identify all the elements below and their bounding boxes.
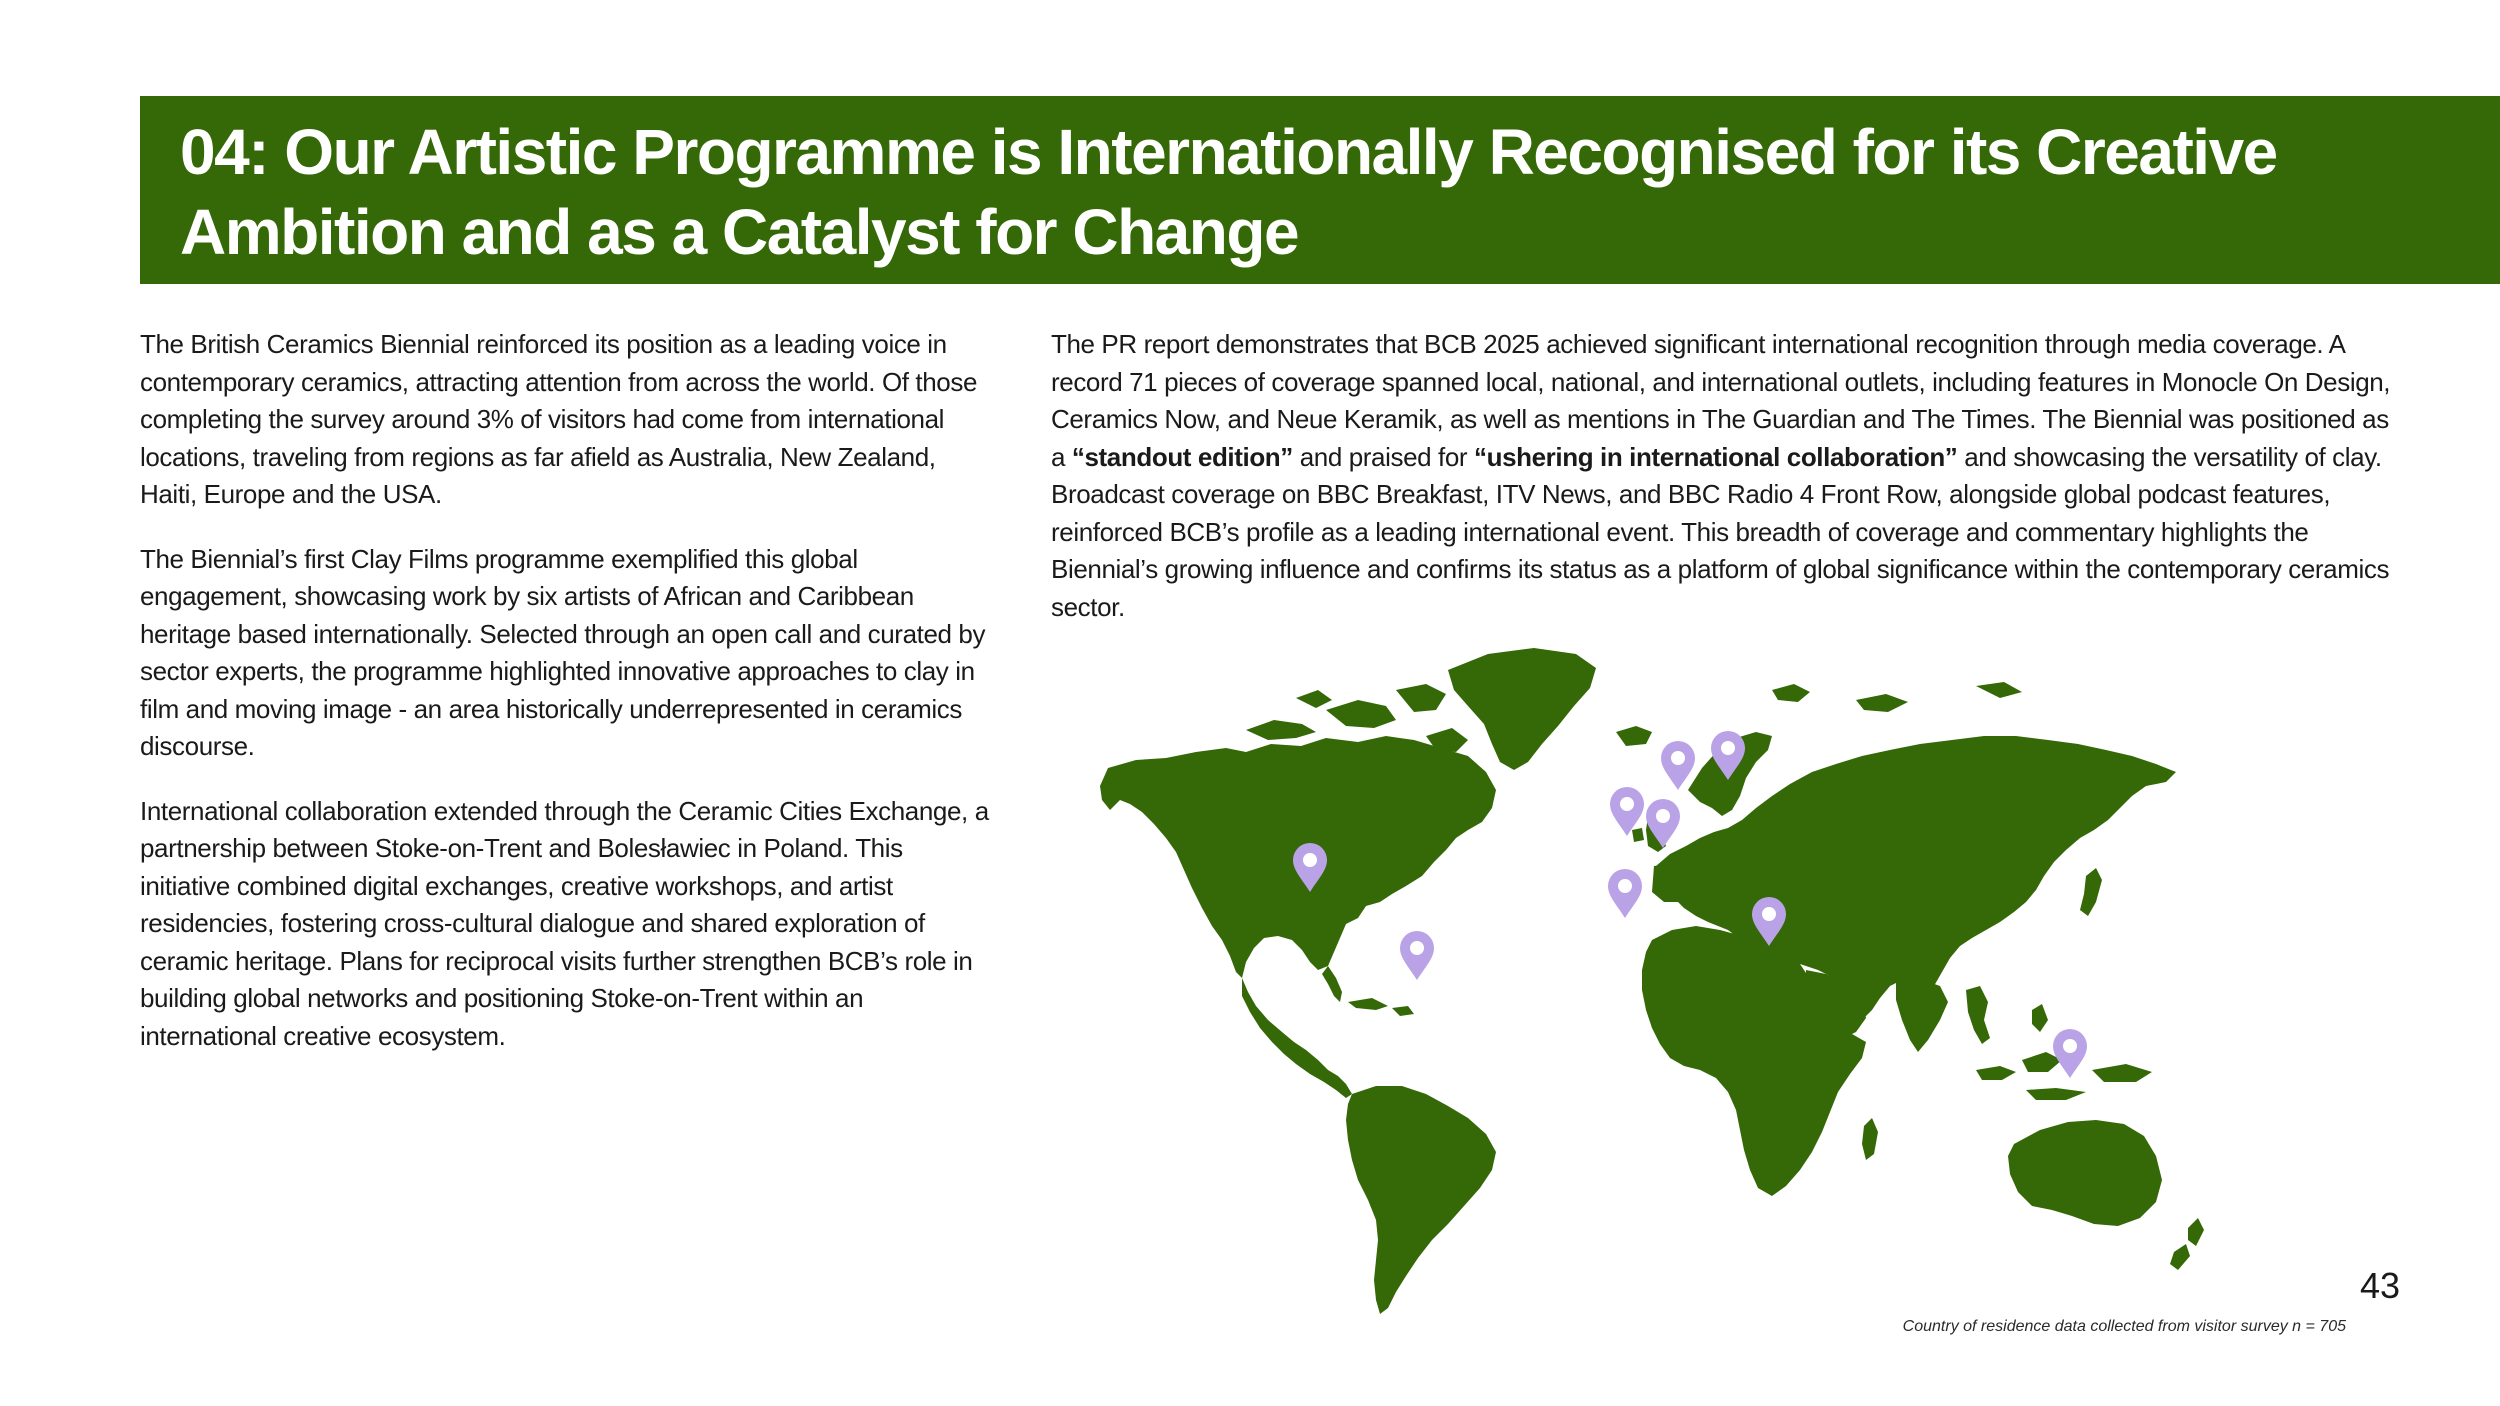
land-shape bbox=[1616, 726, 1652, 746]
map-landmasses bbox=[1100, 648, 2204, 1314]
land-shape bbox=[1392, 1006, 1414, 1016]
map-pin-dot bbox=[1618, 879, 1632, 893]
land-shape bbox=[1296, 690, 1332, 708]
australia-landmass bbox=[2008, 1120, 2162, 1226]
map-pin-haiti bbox=[1400, 931, 1434, 980]
world-map bbox=[1096, 640, 2256, 1320]
page-number: 43 bbox=[2359, 1265, 2400, 1306]
land-shape bbox=[1632, 828, 1644, 842]
map-pin-dot bbox=[1303, 853, 1317, 867]
land-shape bbox=[2170, 1244, 2190, 1270]
map-pin-australia bbox=[2053, 1029, 2087, 1078]
land-shape bbox=[1976, 682, 2022, 698]
map-pin-dot bbox=[1656, 809, 1670, 823]
title-banner bbox=[140, 96, 2500, 284]
page-title: 04: Our Artistic Programme is Internationally Recognised for its Creative Ambition and as a Catalyst for Change bbox=[180, 116, 2277, 268]
map-pin-dot bbox=[1762, 907, 1776, 921]
land-shape bbox=[1348, 998, 1388, 1010]
south-america-landmass bbox=[1346, 1086, 1496, 1314]
pr-report-paragraph bbox=[1051, 326, 2391, 626]
land-shape bbox=[1326, 700, 1396, 728]
right-column bbox=[1051, 326, 2391, 653]
land-shape bbox=[1396, 684, 1446, 712]
land-shape bbox=[2092, 1064, 2152, 1082]
map-pin-dot bbox=[1671, 751, 1685, 765]
world-map-svg bbox=[1096, 640, 2256, 1320]
land-shape bbox=[1862, 1118, 1878, 1160]
map-pin-dot bbox=[2063, 1039, 2077, 1053]
map-pin-icon bbox=[1608, 869, 1642, 918]
map-pin-norway bbox=[1661, 741, 1695, 790]
greenland-landmass bbox=[1448, 648, 1596, 770]
land-shape bbox=[1856, 694, 1908, 712]
clay-films-paragraph: The Biennial’s first Clay Films programme exemplified this global engagement, showcasing work by six artists of African and Caribbean heritage based internationally. Selected through an open call and curated by sector experts, the programme highlighted innovative approaches to clay in film and moving image - an area historically underrepresented in ceramics discourse. bbox=[140, 543, 986, 761]
map-pin-dot bbox=[1410, 941, 1424, 955]
map-pin-dot bbox=[1620, 797, 1634, 811]
left-column bbox=[140, 326, 990, 1082]
land-shape bbox=[1976, 1066, 2016, 1080]
intro-paragraph: The British Ceramics Biennial reinforced its position as a leading voice in contemporary ceramics, attracting attention from across the world. Of those completing the survey around 3% of visitors had come from international locations, traveling from regions as far afield as Australia, New Zealand, Haiti, Europe and the USA. bbox=[140, 329, 978, 509]
map-pin-icon bbox=[1661, 741, 1695, 790]
standout-quote: “standout edition” bbox=[1071, 441, 1293, 472]
land-shape bbox=[1966, 986, 1990, 1044]
land-shape bbox=[2188, 1218, 2204, 1246]
land-shape bbox=[2026, 1088, 2086, 1100]
pr-text-2: and praised for bbox=[1292, 441, 1474, 472]
map-pin-icon bbox=[1400, 931, 1434, 980]
ceramic-cities-paragraph: International collaboration extended through the Ceramic Cities Exchange, a partnership between Stoke-on-Trent and Bolesławiec in Poland. This initiative combined digital exchanges, creative workshops, and artist residencies, fostering cross-cultural dialogue and shared exploration of ceramic heritage. Plans for reciprocal visits further strengthen BCB’s role in building global networks and positioning Stoke-on-Trent within an international creative ecosystem. bbox=[140, 795, 989, 1051]
land-shape bbox=[1246, 720, 1316, 740]
survey-footnote: Country of residence data collected from visitor survey n = 705 bbox=[1902, 1318, 2346, 1335]
collaboration-quote: “ushering in international collaboration” bbox=[1473, 441, 1958, 472]
land-shape bbox=[1772, 684, 1810, 702]
florida-landmass bbox=[1322, 966, 1342, 1002]
map-pin-dot bbox=[1721, 741, 1735, 755]
pr-text-1: The PR report demonstrates that BCB 2025 achieved significant international recognition through media coverage. A record 71 pieces of coverage spanned local, national, and international outlets, including features in Monocle On Design, Ceramics Now, and Neue Keramik, as well as mentions in The Guardian and The Times. The Biennial was positioned as a bbox=[1051, 329, 2391, 472]
land-shape bbox=[2032, 1004, 2048, 1032]
india-landmass bbox=[1896, 978, 1948, 1052]
land-shape bbox=[2080, 868, 2102, 916]
map-pin-icon bbox=[2053, 1029, 2087, 1078]
map-pin-portugal bbox=[1608, 869, 1642, 918]
pr-text-3: and showcasing the versatility of clay. Broadcast coverage on BBC Breakfast, ITV News, and BBC Radio 4 Front Row, alongside global podcast features, reinforced BCB’s profile as a leading international event. This breadth of coverage and commentary highlights the Biennial’s growing influence and confirms its status as a platform of global significance within the contemporary ceramics sector. bbox=[1051, 441, 2390, 622]
